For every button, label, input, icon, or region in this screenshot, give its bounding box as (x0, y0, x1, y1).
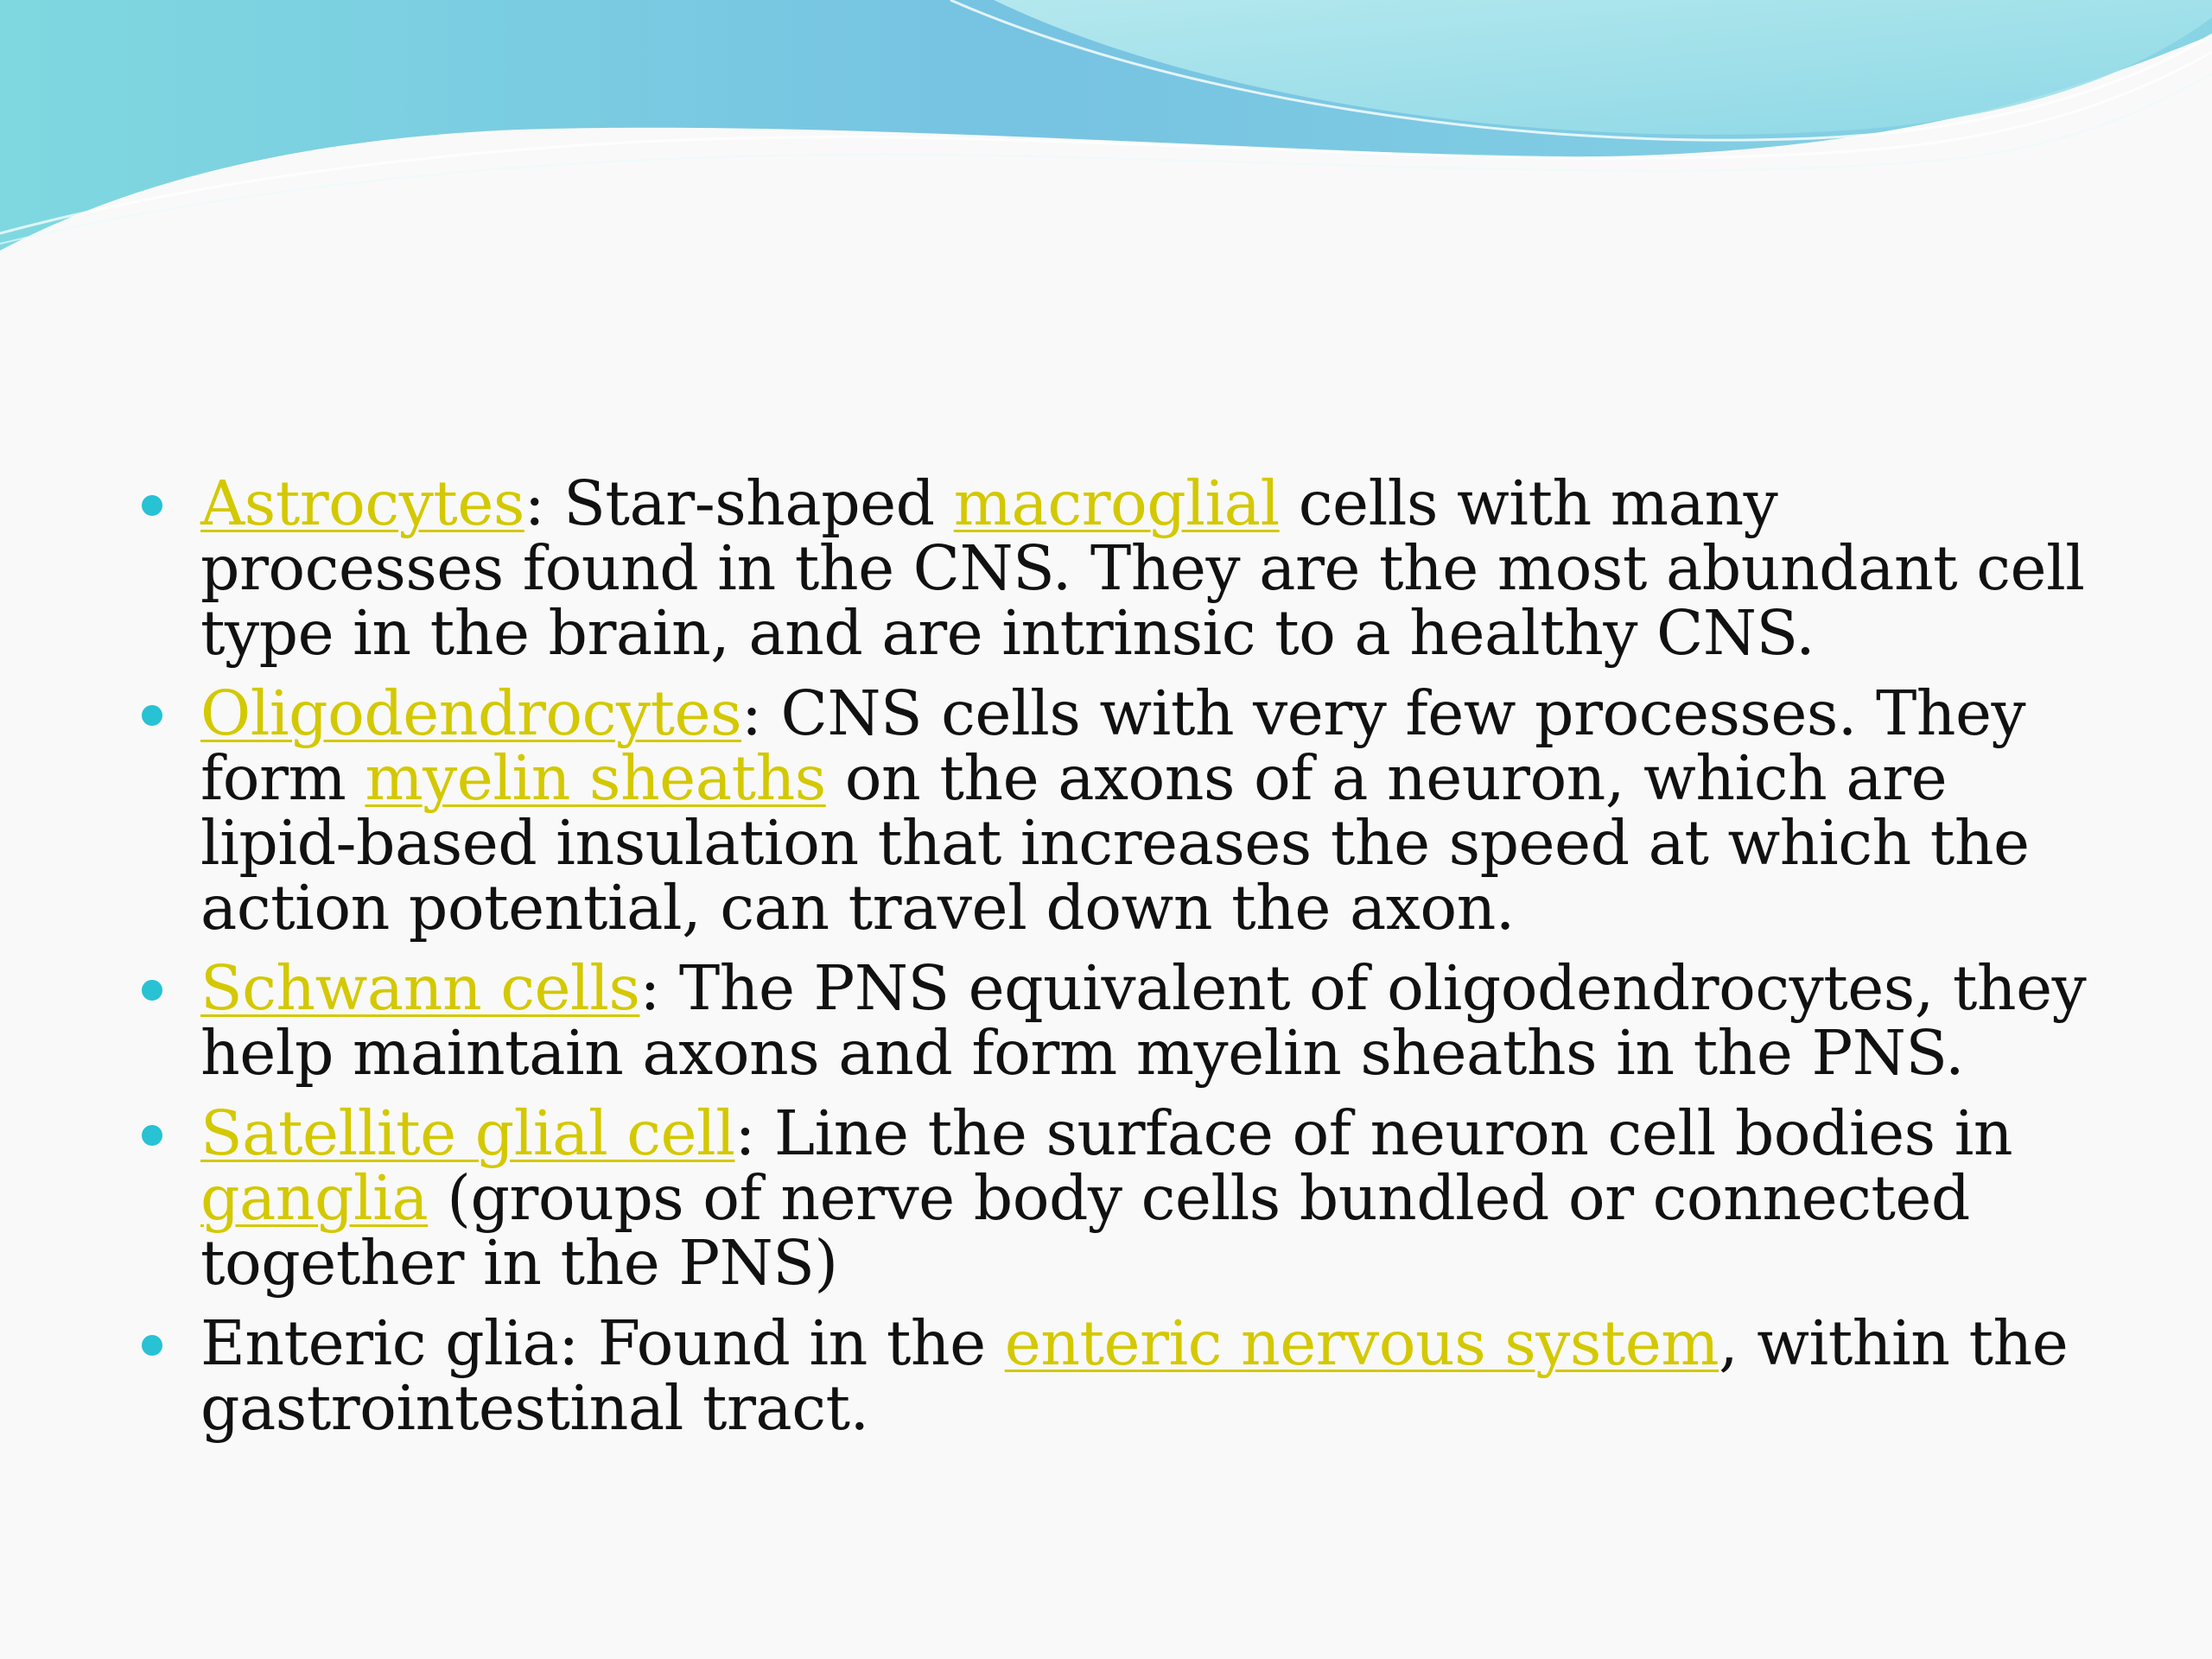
link-ganglia[interactable]: ganglia (200, 1162, 429, 1234)
bullet-text: : CNS cells with very few processes. They form (200, 677, 2026, 814)
link-enteric-nervous-system[interactable]: enteric nervous system (1004, 1307, 1719, 1379)
bullet-list (138, 467, 2100, 1444)
bullet-dot-icon (142, 705, 162, 726)
bullet-text: (groups of nerve body cells bundled or connected together in the PNS) (200, 1162, 1970, 1299)
link-schwann-cells[interactable]: Schwann cells (200, 952, 640, 1024)
list-item-satellite-glial-cell (138, 1097, 2100, 1299)
link-macroglial[interactable]: macroglial (953, 467, 1280, 539)
bullet-text: on the axons of a neuron, which are lipid-based insulation that increases the speed at which the action potential, can travel down the axon. (200, 742, 2030, 944)
bullet-text: : Star-shaped (524, 467, 954, 539)
list-item-oligodendrocytes (138, 677, 2100, 944)
bullet-text: Enteric glia: Found in the (200, 1307, 1005, 1379)
link-astrocytes[interactable]: Astrocytes (200, 467, 524, 539)
link-satellite-glial-cell[interactable]: Satellite glial cell (200, 1097, 735, 1169)
list-item-enteric-glia (138, 1307, 2100, 1444)
header-wave-decoration (0, 0, 2212, 259)
list-item-schwann-cells (138, 952, 2100, 1089)
bullet-text: , within the gastrointestinal tract. (200, 1307, 2069, 1444)
bullet-dot-icon (142, 1335, 162, 1356)
bullet-dot-icon (142, 1125, 162, 1146)
list-item-astrocytes (138, 467, 2100, 669)
link-oligodendrocytes[interactable]: Oligodendrocytes (200, 677, 742, 749)
bullet-dot-icon (142, 980, 162, 1001)
content-area (138, 467, 2100, 1456)
bullet-text: cells with many processes found in the CNS. They are the most abundant cell type in the brain, and are intrinsic to a healthy CNS. (200, 467, 2085, 669)
bullet-text: : Line the surface of neuron cell bodies in (734, 1097, 2013, 1169)
bullet-dot-icon (142, 495, 162, 516)
bullet-text: : The PNS equivalent of oligodendrocytes, they help maintain axons and form myelin sheaths in the PNS. (200, 952, 2087, 1089)
link-myelin-sheaths[interactable]: myelin sheaths (365, 742, 826, 814)
